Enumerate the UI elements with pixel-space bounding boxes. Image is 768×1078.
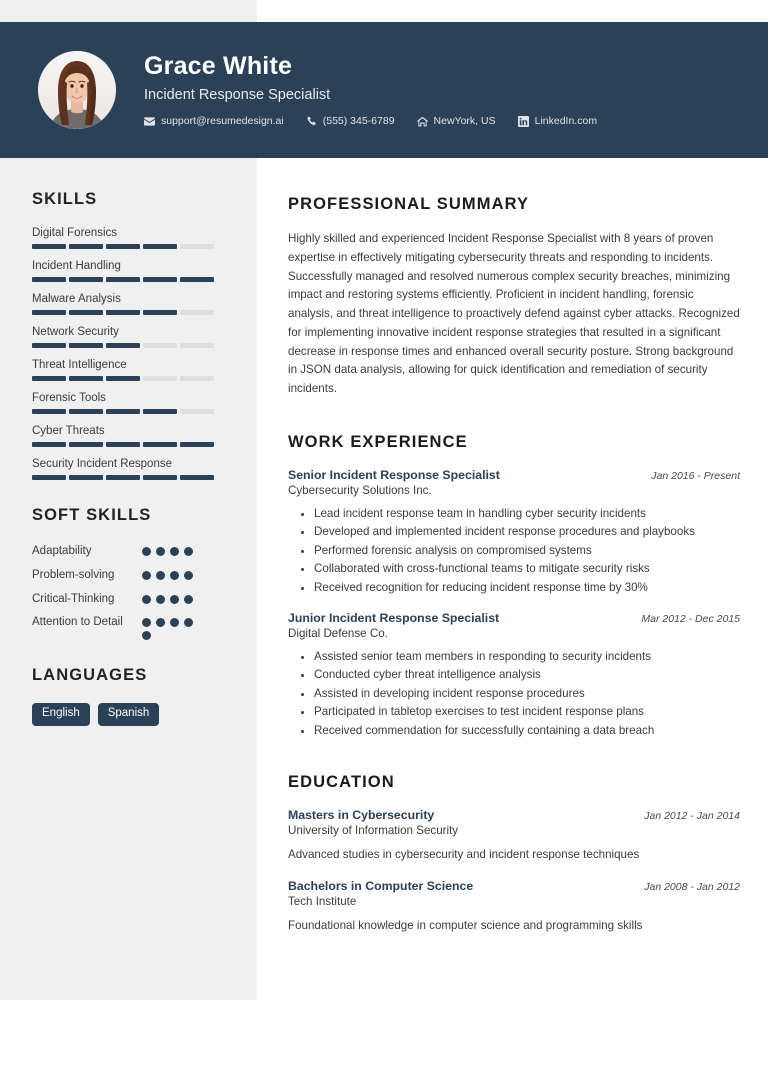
rating-dot bbox=[170, 618, 179, 627]
skill-bar-segment bbox=[180, 343, 214, 348]
experience-entry-header bbox=[288, 468, 740, 482]
skill-bar-segment bbox=[143, 376, 177, 381]
soft-skill-name: Critical-Thinking bbox=[32, 592, 115, 605]
skill-name: Digital Forensics bbox=[32, 227, 117, 239]
skill-row bbox=[32, 260, 225, 282]
skill-name: Network Security bbox=[32, 326, 119, 338]
experience-date-range: Mar 2012 - Dec 2015 bbox=[641, 612, 740, 625]
candidate-name: Grace White bbox=[144, 51, 293, 80]
skill-bar-segment bbox=[106, 475, 140, 480]
experience-bullet-list bbox=[288, 505, 740, 596]
experience-job-title: Senior Incident Response Specialist bbox=[288, 468, 500, 483]
experience-bullet: • Assisted in developing incident response procedures bbox=[314, 685, 740, 702]
rating-dot bbox=[170, 571, 179, 580]
contact-location-text: NewYork, US bbox=[433, 115, 496, 128]
summary-text: Highly skilled and experienced Incident Response Specialist with 8 years of proven expertise in effectively mitigating cybersecurity threats and responding to incidents. Successfully managed and resolved numerous complex security breaches, minimizing impact and restoring systems efficiently. Proficient in incident handling, forensic analysis, and threat intelligence to proactively defend against cyber attacks. Recognized for implementing innovative incident response strategies that resulted in a significant decrease in response times and enhanced overall security posture. Strong background in JSON data analysis, allowing for quick identification and remediation of security incidents. bbox=[288, 232, 740, 396]
education-date-range: Jan 2012 - Jan 2014 bbox=[644, 809, 740, 822]
skill-bar-segment bbox=[32, 343, 66, 348]
soft-skill-row bbox=[32, 614, 225, 640]
skill-bar-segment bbox=[143, 442, 177, 447]
rating-dot bbox=[142, 618, 151, 627]
rating-dot bbox=[170, 547, 179, 556]
skill-bar-segment bbox=[69, 376, 103, 381]
rating-dot bbox=[156, 618, 165, 627]
resume-header bbox=[0, 22, 768, 158]
skill-row bbox=[32, 293, 225, 315]
experience-date-range: Jan 2016 - Present bbox=[651, 470, 740, 483]
skill-bar-segment bbox=[180, 475, 214, 480]
contact-row bbox=[144, 115, 768, 127]
experience-entry-header bbox=[288, 611, 740, 625]
skill-row bbox=[32, 392, 225, 414]
skills-section bbox=[32, 190, 225, 480]
rating-dot bbox=[142, 595, 151, 604]
soft-skill-name: Adaptability bbox=[32, 545, 92, 557]
summary-heading: PROFESSIONAL SUMMARY bbox=[288, 195, 530, 213]
skill-bar-segment bbox=[69, 277, 103, 282]
skill-bar-segment bbox=[32, 277, 66, 282]
skill-bar-segment bbox=[32, 244, 66, 249]
skill-bar-segment bbox=[106, 277, 140, 282]
rating-dot bbox=[142, 547, 151, 556]
professional-summary-section bbox=[288, 195, 740, 399]
contact-linkedin[interactable] bbox=[518, 115, 597, 127]
language-pill: English bbox=[32, 703, 90, 726]
education-description: Advanced studies in cybersecurity and incident response techniques bbox=[288, 847, 640, 861]
rating-dot bbox=[184, 547, 193, 556]
contact-phone[interactable] bbox=[306, 115, 395, 127]
skill-bar-segment bbox=[69, 244, 103, 249]
education-entry-header bbox=[288, 879, 740, 893]
education-date-range: Jan 2008 - Jan 2012 bbox=[644, 881, 740, 894]
skill-row bbox=[32, 425, 225, 447]
skill-bar-segment bbox=[106, 310, 140, 315]
skill-level-bar bbox=[32, 409, 225, 414]
home-icon bbox=[417, 116, 428, 127]
skill-bar-segment bbox=[143, 409, 177, 414]
skill-bar-segment bbox=[143, 277, 177, 282]
skill-bar-segment bbox=[69, 310, 103, 315]
skill-bar-segment bbox=[180, 376, 214, 381]
soft-skill-name: Problem-solving bbox=[32, 568, 115, 581]
rating-dot bbox=[156, 547, 165, 556]
languages-heading: LANGUAGES bbox=[32, 666, 148, 685]
skill-level-bar bbox=[32, 376, 225, 381]
experience-bullet: • Developed and implemented incident response procedures and playbooks bbox=[314, 523, 740, 540]
education-heading: EDUCATION bbox=[288, 772, 395, 791]
skill-bar-segment bbox=[106, 244, 140, 249]
rating-dot bbox=[142, 631, 151, 640]
education-degree: Masters in Cybersecurity bbox=[288, 807, 435, 822]
rating-dot bbox=[156, 595, 165, 604]
education-list bbox=[288, 808, 740, 935]
work-experience-section bbox=[288, 433, 740, 739]
education-entry bbox=[288, 808, 740, 863]
experience-bullet-list bbox=[288, 648, 740, 739]
skill-bar-segment bbox=[143, 310, 177, 315]
skills-heading: SKILLS bbox=[32, 190, 98, 208]
contact-location[interactable] bbox=[417, 115, 496, 127]
soft-skill-dots bbox=[142, 567, 204, 580]
soft-skills-list bbox=[32, 543, 225, 640]
skill-level-bar bbox=[32, 244, 225, 249]
skill-bar-segment bbox=[143, 343, 177, 348]
soft-skill-row bbox=[32, 543, 225, 561]
soft-skill-dots bbox=[142, 614, 204, 640]
skill-bar-segment bbox=[180, 409, 214, 414]
experience-company: Cybersecurity Solutions Inc. bbox=[288, 484, 432, 498]
experience-bullet: • Assisted senior team members in responding to security incidents bbox=[314, 648, 740, 665]
skills-list bbox=[32, 227, 225, 480]
experience-bullet: • Performed forensic analysis on compromised systems bbox=[314, 542, 740, 559]
experience-company: Digital Defense Co. bbox=[288, 626, 388, 640]
skill-row bbox=[32, 326, 225, 348]
skill-bar-segment bbox=[180, 277, 214, 282]
experience-bullet: • Collaborated with cross-functional teams to mitigate security risks bbox=[314, 560, 740, 577]
skill-name: Security Incident Response bbox=[32, 458, 172, 470]
skill-level-bar bbox=[32, 310, 225, 315]
skill-bar-segment bbox=[69, 442, 103, 447]
soft-skills-section bbox=[32, 506, 225, 640]
experience-bullet: • Conducted cyber threat intelligence analysis bbox=[314, 666, 740, 683]
rating-dot bbox=[170, 595, 179, 604]
soft-skill-row bbox=[32, 567, 225, 585]
education-institution: Tech Institute bbox=[288, 895, 357, 909]
experience-bullet: • Received recognition for reducing incident response time by 30% bbox=[314, 579, 740, 596]
skill-name: Forensic Tools bbox=[32, 392, 106, 404]
skill-bar-segment bbox=[32, 409, 66, 414]
skill-bar-segment bbox=[106, 442, 140, 447]
skill-level-bar bbox=[32, 475, 225, 480]
rating-dot bbox=[184, 618, 193, 627]
skill-level-bar bbox=[32, 343, 225, 348]
contact-linkedin-text: LinkedIn.com bbox=[534, 115, 598, 128]
education-entry bbox=[288, 879, 740, 934]
soft-skill-dots bbox=[142, 591, 204, 604]
language-pill-list bbox=[32, 703, 225, 726]
skill-bar-segment bbox=[69, 409, 103, 414]
experience-bullet: • Lead incident response team in handling cyber security incidents bbox=[314, 505, 740, 522]
phone-icon bbox=[306, 116, 317, 127]
contact-phone-text: (555) 345-6789 bbox=[322, 115, 395, 128]
header-text-block bbox=[144, 53, 768, 128]
skill-bar-segment bbox=[32, 475, 66, 480]
skill-bar-segment bbox=[180, 244, 214, 249]
contact-email-text: support@resumedesign.ai bbox=[161, 115, 284, 128]
avatar bbox=[38, 51, 116, 129]
rating-dot bbox=[156, 571, 165, 580]
language-pill: Spanish bbox=[98, 703, 160, 726]
rating-dot bbox=[142, 571, 151, 580]
skill-bar-segment bbox=[69, 343, 103, 348]
skill-bar-segment bbox=[143, 475, 177, 480]
languages-section bbox=[32, 666, 225, 726]
experience-job-title: Junior Incident Response Specialist bbox=[288, 610, 500, 625]
skill-name: Incident Handling bbox=[32, 260, 121, 272]
linkedin-icon bbox=[518, 116, 529, 127]
main-column bbox=[288, 158, 740, 951]
skill-name: Malware Analysis bbox=[32, 293, 121, 305]
skill-row bbox=[32, 458, 225, 480]
education-institution: University of Information Security bbox=[288, 823, 459, 837]
sidebar bbox=[0, 158, 257, 726]
skill-level-bar bbox=[32, 277, 225, 282]
envelope-icon bbox=[144, 116, 155, 127]
skill-bar-segment bbox=[180, 442, 214, 447]
education-description: Foundational knowledge in computer science and programming skills bbox=[288, 919, 643, 933]
skill-bar-segment bbox=[143, 244, 177, 249]
skill-row bbox=[32, 227, 225, 249]
candidate-job-title: Incident Response Specialist bbox=[144, 87, 331, 104]
soft-skills-heading: SOFT SKILLS bbox=[32, 506, 152, 524]
skill-bar-segment bbox=[106, 409, 140, 414]
skill-name: Cyber Threats bbox=[32, 425, 105, 437]
experience-entry bbox=[288, 468, 740, 596]
skill-bar-segment bbox=[69, 475, 103, 480]
skill-name: Threat Intelligence bbox=[32, 359, 127, 371]
skill-bar-segment bbox=[32, 376, 66, 381]
education-section bbox=[288, 773, 740, 935]
experience-bullet: • Received commendation for successfully containing a data breach bbox=[314, 722, 740, 739]
soft-skill-row bbox=[32, 591, 225, 609]
experience-entry bbox=[288, 611, 740, 739]
soft-skill-name: Attention to Detail bbox=[32, 616, 123, 629]
experience-list bbox=[288, 468, 740, 739]
rating-dot bbox=[184, 595, 193, 604]
skill-row bbox=[32, 359, 225, 381]
skill-bar-segment bbox=[106, 376, 140, 381]
experience-heading: WORK EXPERIENCE bbox=[288, 433, 468, 452]
skill-bar-segment bbox=[32, 442, 66, 447]
skill-bar-segment bbox=[106, 343, 140, 348]
contact-email[interactable] bbox=[144, 115, 284, 127]
skill-level-bar bbox=[32, 442, 225, 447]
experience-bullet: • Participated in tabletop exercises to test incident response plans bbox=[314, 703, 740, 720]
education-degree: Bachelors in Computer Science bbox=[288, 879, 474, 894]
skill-bar-segment bbox=[180, 310, 214, 315]
skill-bar-segment bbox=[32, 310, 66, 315]
rating-dot bbox=[184, 571, 193, 580]
soft-skill-dots bbox=[142, 543, 204, 556]
education-entry-header bbox=[288, 808, 740, 822]
